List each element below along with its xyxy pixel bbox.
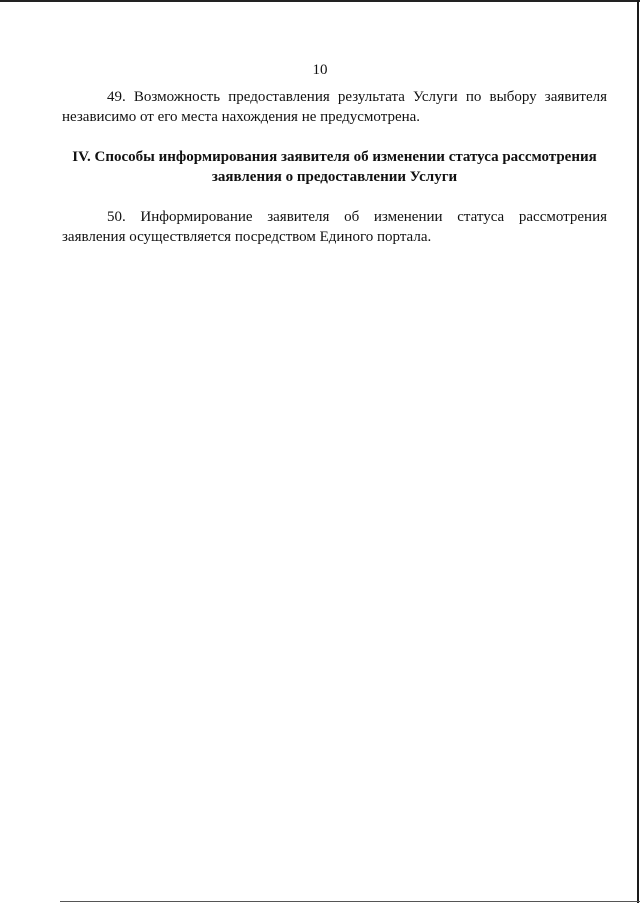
- page-edge-right: [637, 0, 639, 903]
- page-edge-bottom: [60, 901, 640, 902]
- paragraph-50: 50. Информирование заявителя об изменении статуса рассмотрения заявления осуществляется посредством Единого портала.: [62, 209, 607, 245]
- section-heading-line-1: IV. Способы информирования заявителя об изменении статуса рассмотрения: [72, 149, 597, 165]
- document-body: [62, 88, 607, 247]
- page-number: 10: [312, 62, 328, 78]
- section-heading-line-2: заявления о предоставлении Услуги: [211, 168, 458, 185]
- page-edge-top: [0, 0, 640, 2]
- paragraph-49: 49. Возможность предоставления результата Услуги по выбору заявителя независимо от его места нахождения не предусмотрена.: [62, 89, 607, 125]
- section-heading: [62, 148, 607, 187]
